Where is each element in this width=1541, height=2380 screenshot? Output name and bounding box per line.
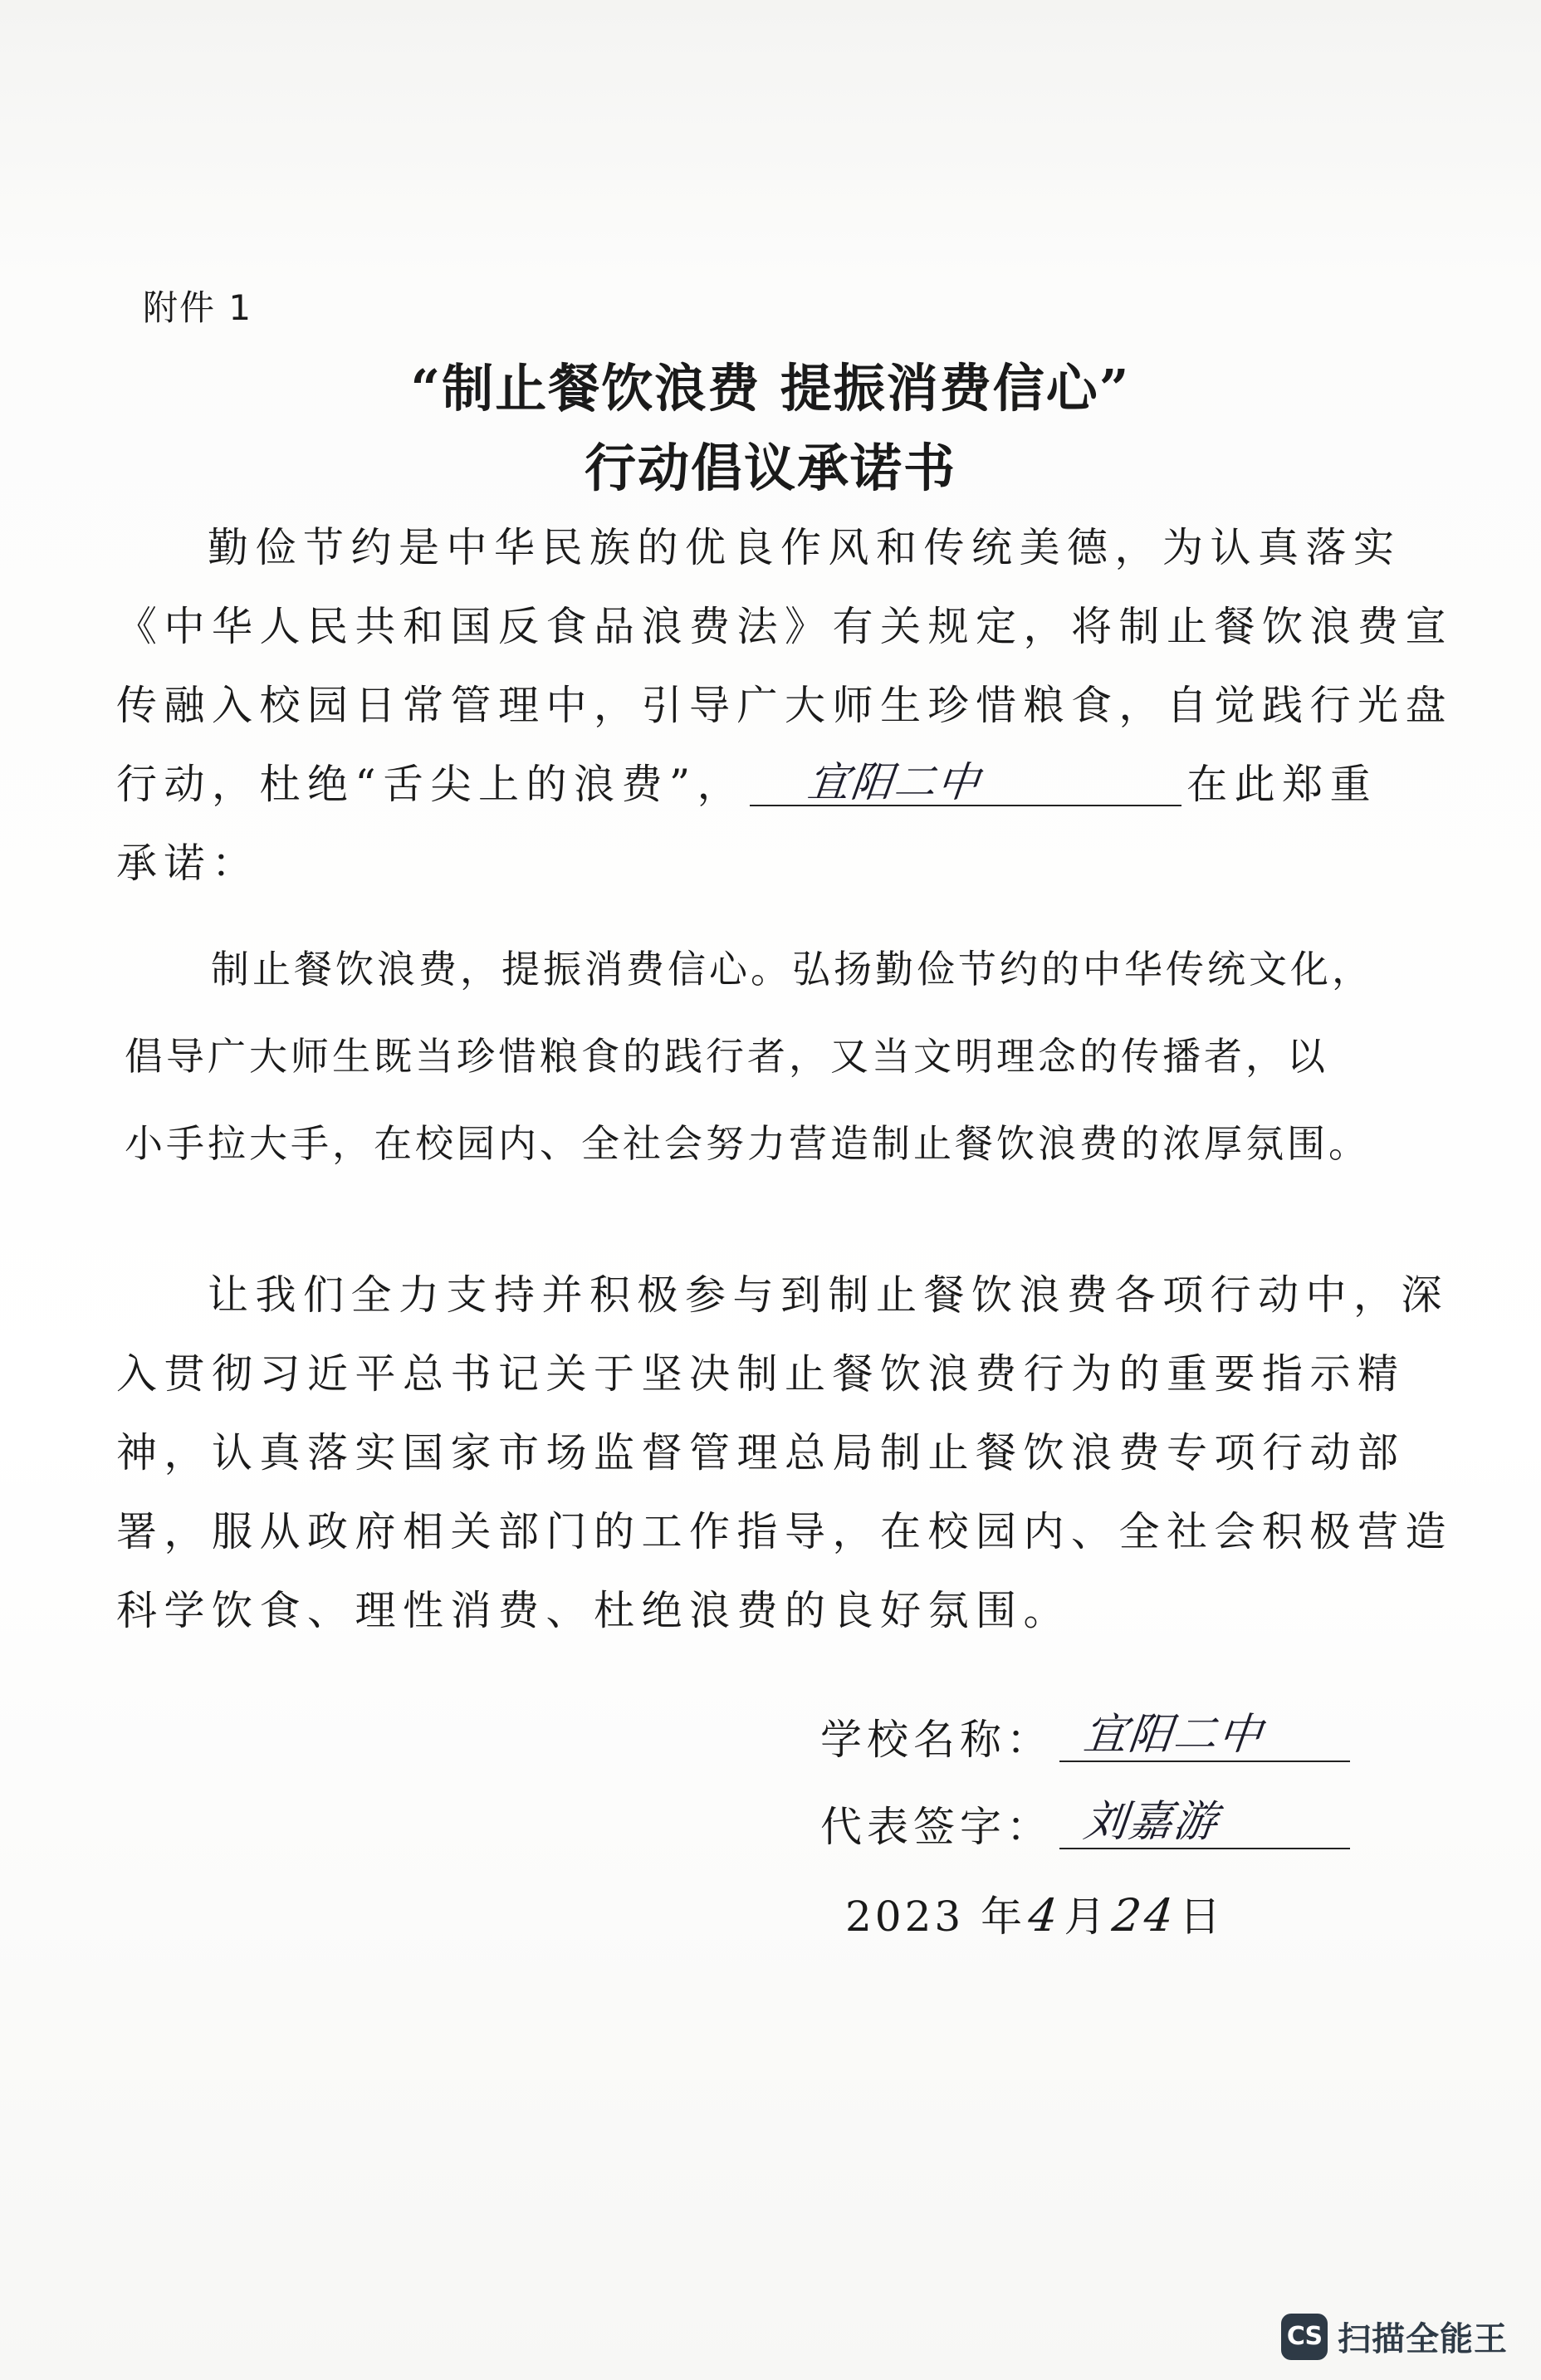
pledge-line-3: 小手拉大手，在校园内、全社会努力营造制止餐饮浪费的浓厚氛围。	[125, 1121, 1370, 1166]
school-name-line	[1059, 1711, 1350, 1762]
intro-line-5: 承诺：	[116, 840, 260, 887]
handwritten-representative-signature: 刘嘉游	[1081, 1797, 1221, 1847]
intro-line-4-suffix: 在此郑重	[1186, 761, 1378, 808]
intro-line-2: 《中华人民共和国反食品浪费法》有关规定，将制止餐饮浪费宣	[116, 603, 1454, 650]
support-line-3: 神，认真落实国家市场监督管理总局制止餐饮浪费专项行动部	[116, 1429, 1406, 1476]
camscanner-app-name: 扫描全能王	[1338, 2320, 1508, 2358]
support-line-5: 科学饮食、理性消费、杜绝浪费的良好氛围。	[116, 1587, 1072, 1634]
support-line-1: 让我们全力支持并积极参与到制止餐饮浪费各项行动中，深	[208, 1271, 1450, 1319]
school-fill-blank	[750, 752, 1181, 806]
representative-label: 代表签字：	[820, 1803, 1053, 1851]
pledge-paragraph	[125, 926, 1373, 1188]
school-name-row	[820, 1707, 1350, 1766]
intro-line-1: 勤俭节约是中华民族的优良作风和传统美德，为认真落实	[208, 524, 1402, 571]
pledge-line-2: 倡导广大师生既当珍惜粮食的践行者，又当文明理念的传播者，以	[125, 1034, 1328, 1079]
document-title-line-1: “制止餐饮浪费 提振消费信心”	[410, 358, 1131, 419]
date-day: 24	[1109, 1889, 1179, 1942]
camscanner-logo-icon: CS	[1281, 2314, 1328, 2360]
support-paragraph	[116, 1256, 1454, 1650]
attachment-label: 附件 1	[143, 287, 253, 328]
handwritten-school-name: 宜阳二中	[805, 758, 984, 806]
pledge-line-1: 制止餐饮浪费，提振消费信心。弘扬勤俭节约的中华传统文化，	[211, 947, 1373, 992]
date-month: 4	[1025, 1889, 1064, 1942]
handwritten-school-signature: 宜阳二中	[1081, 1710, 1266, 1760]
intro-line-3: 传融入校园日常管理中，引导广大师生珍惜粮食，自觉践行光盘	[116, 682, 1454, 729]
date-day-unit: 日	[1179, 1893, 1225, 1941]
support-line-2: 入贯彻习近平总书记关于坚决制止餐饮浪费行为的重要指示精	[116, 1350, 1406, 1398]
representative-signature-row	[820, 1794, 1350, 1854]
date-year: 2023	[845, 1893, 965, 1941]
date-year-unit: 年	[981, 1893, 1026, 1941]
date-month-unit: 月	[1064, 1893, 1109, 1941]
school-name-label: 学校名称：	[820, 1716, 1053, 1764]
date-row	[845, 1883, 1224, 1943]
document-title-line-2: 行动倡议承诺书	[584, 438, 956, 498]
support-line-4: 署，服从政府相关部门的工作指导，在校园内、全社会积极营造	[116, 1508, 1454, 1555]
intro-line-4-prefix: 行动，杜绝“舌尖上的浪费”，	[116, 761, 746, 808]
scanner-watermark	[1281, 2313, 1508, 2360]
intro-line-4	[116, 745, 1378, 824]
representative-line	[1059, 1798, 1350, 1849]
intro-paragraph	[116, 508, 1454, 903]
